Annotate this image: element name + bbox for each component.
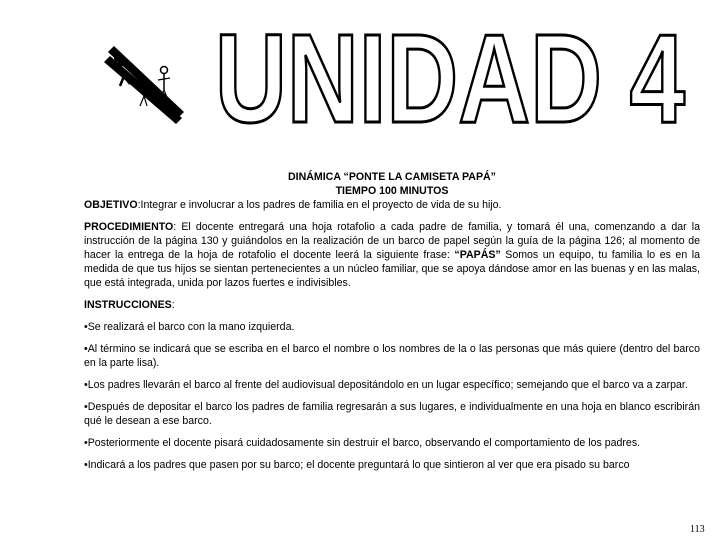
objective-text: :Integrar e involucrar a los padres de familia en el proyecto de vida de su hijo. [137,199,502,211]
procedure-emphasis: “PAPÁS” [454,249,501,261]
objective-label: OBJETIVO [84,199,138,211]
procedure-text: : El docente entregará una hoja rotafolio a cada padre de familia, y tomará él una, comenzando a dar la instrucción de la página 130 y guiándolos en la realización de un barco de papel según la guía de la página 126; al momento de hacer la entrega de la hoja de rotafolio el docente leerá la siguiente frase: [84,221,700,261]
instructions-label-suffix: : [171,299,175,311]
svg-text:UNIDAD 4: UNIDAD 4 [215,8,685,133]
instructions-heading [84,298,700,312]
dynamic-title: DINÁMICA “PONTE LA CAMISETA PAPÁ” [288,171,496,183]
instructions-label: INSTRUCCIONES [84,299,172,311]
family-seesaw-icon [100,40,190,125]
instruction-item: •Posteriormente el docente pisará cuidadosamente sin destruir el barco, observando el comportamiento de los padres. [84,437,641,449]
page-number: 113 [690,524,705,535]
instruction-item: •Se realizará el barco con la mano izquierda. [84,321,295,333]
dynamic-time: TIEMPO 100 MINUTOS [335,185,449,197]
document-body [84,170,700,472]
instruction-item: •Después de depositar el barco los padres de familia regresarán a sus lugares, e individualmente en una hoja en blanco escribirán qué le desean a ese barco. [84,401,700,427]
instruction-item: •Los padres llevarán el barco al frente del audiovisual depositándolo en un lugar específico; semejando que el barco va a zarpar. [84,379,688,391]
objective-paragraph [84,198,700,212]
instruction-item: •Al término se indicará que se escriba en el barco el nombre o los nombres de la o las personas que más quiere (dentro del barco en la parte lisa). [84,343,700,369]
unit-title [205,8,695,133]
procedure-text-continued: Somos un equipo, tu familia lo es en la medida de que tus hijos se sientan pertenecientes a un núcleo familiar, que se apoya dándose amor en las buenas y en las malas, que está integrada, unida por lazos fuertes e indivisibles. [84,249,700,289]
instruction-item: •Indicará a los padres que pasen por su barco; el docente preguntará lo que sintieron al ver que era pisado su barco [84,459,630,471]
procedure-label: PROCEDIMIENTO [84,221,174,233]
procedure-paragraph [84,220,700,290]
